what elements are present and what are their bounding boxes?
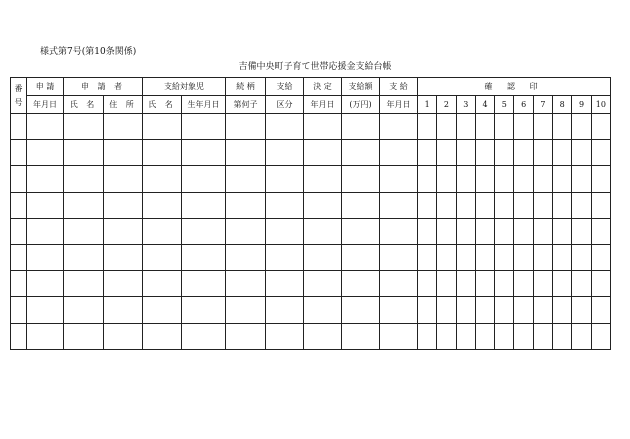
table-cell [380,140,418,166]
table-cell [437,323,456,349]
header-applicant: 申 請 者 [64,78,143,96]
table-cell [495,218,514,244]
table-cell [226,271,266,297]
header-birth-order: 第何子 [226,96,266,114]
table-cell [143,166,182,192]
table-cell [64,297,104,323]
table-cell [495,140,514,166]
table-row [11,244,611,270]
table-cell [514,114,533,140]
table-cell [533,218,552,244]
table-cell [514,271,533,297]
header-row-top [11,78,611,96]
table-cell [380,297,418,323]
table-cell [533,323,552,349]
table-cell [342,271,380,297]
table-cell [418,297,437,323]
table-cell [591,140,610,166]
table-cell [572,140,591,166]
header-applicant-name: 氏 名 [64,96,104,114]
table-cell [226,244,266,270]
table-cell [27,323,64,349]
table-cell [553,323,572,349]
table-cell [342,140,380,166]
table-cell [342,323,380,349]
table-cell [418,218,437,244]
table-cell [553,166,572,192]
table-cell [572,297,591,323]
table-cell [104,166,143,192]
table-cell [226,218,266,244]
table-row [11,192,611,218]
header-amount: 支給額 [342,78,380,96]
table-cell [591,297,610,323]
table-cell [143,218,182,244]
table-cell [418,140,437,166]
header-application: 申 請 [27,78,64,96]
table-cell [553,271,572,297]
table-cell [495,192,514,218]
table-cell [380,244,418,270]
table-cell [475,192,494,218]
table-cell [64,140,104,166]
table-cell [11,192,27,218]
table-cell [143,297,182,323]
table-cell [64,218,104,244]
table-cell [342,244,380,270]
table-cell [495,244,514,270]
table-cell [11,114,27,140]
table-cell [437,297,456,323]
table-cell [475,140,494,166]
header-decision-date: 年月日 [304,96,342,114]
table-cell [591,218,610,244]
table-cell [182,297,226,323]
table-cell [304,244,342,270]
table-cell [495,114,514,140]
table-cell [456,323,475,349]
header-application-date: 年月日 [27,96,64,114]
table-cell [64,114,104,140]
table-cell [342,218,380,244]
table-cell [27,192,64,218]
table-cell [533,114,552,140]
table-cell [11,271,27,297]
table-cell [572,323,591,349]
header-number-top: 番 [14,83,23,93]
table-cell [226,114,266,140]
table-cell [456,271,475,297]
table-cell [514,297,533,323]
table-cell [533,297,552,323]
table-cell [143,323,182,349]
table-cell [437,114,456,140]
table-row [11,218,611,244]
table-cell [456,192,475,218]
table-cell [475,271,494,297]
table-cell [418,192,437,218]
header-child: 支給対象児 [143,78,226,96]
table-cell [104,218,143,244]
header-child-birthdate: 生年月日 [182,96,226,114]
header-payment-label: 支給 [266,78,304,96]
table-cell [591,114,610,140]
table-cell [418,166,437,192]
table-cell [304,323,342,349]
header-number [11,78,27,114]
table-cell [143,114,182,140]
table-row [11,140,611,166]
ledger-table [10,77,611,350]
table-cell [143,192,182,218]
table-cell [266,297,304,323]
form-number: 様式第7号(第10条関係) [40,47,137,57]
table-cell [591,166,610,192]
table-cell [475,166,494,192]
table-cell [456,297,475,323]
table-cell [572,218,591,244]
table-cell [572,166,591,192]
table-cell [143,271,182,297]
table-cell [266,271,304,297]
table-cell [495,297,514,323]
table-cell [182,323,226,349]
table-cell [591,323,610,349]
table-cell [64,323,104,349]
ledger-title: 吉備中央町子育て世帯応援金支給台帳 [238,62,392,72]
table-cell [11,140,27,166]
table-cell [418,114,437,140]
table-cell [27,271,64,297]
table-cell [380,271,418,297]
table-cell [475,297,494,323]
table-row [11,114,611,140]
table-cell [11,166,27,192]
table-cell [572,192,591,218]
table-cell [182,166,226,192]
table-cell [533,192,552,218]
table-cell [380,218,418,244]
table-cell [64,271,104,297]
header-confirmation-col: 2 [437,96,456,114]
table-cell [27,114,64,140]
table-cell [514,244,533,270]
table-cell [342,166,380,192]
table-cell [418,323,437,349]
table-cell [553,140,572,166]
table-cell [266,166,304,192]
table-cell [182,140,226,166]
table-cell [553,218,572,244]
header-relation: 続 柄 [226,78,266,96]
table-cell [266,140,304,166]
table-cell [533,140,552,166]
header-confirmation: 確 認 印 [418,78,611,96]
table-cell [514,166,533,192]
table-cell [514,218,533,244]
header-confirmation-col: 6 [514,96,533,114]
table-cell [553,114,572,140]
header-child-name: 氏 名 [143,96,182,114]
table-cell [304,114,342,140]
table-cell [456,114,475,140]
header-confirmation-col: 10 [591,96,610,114]
table-cell [591,192,610,218]
table-cell [380,114,418,140]
table-cell [475,218,494,244]
table-cell [437,244,456,270]
table-cell [304,271,342,297]
table-cell [104,192,143,218]
table-cell [437,192,456,218]
table-cell [533,166,552,192]
header-confirmation-col: 5 [495,96,514,114]
table-cell [437,218,456,244]
table-cell [437,140,456,166]
table-cell [591,271,610,297]
table-cell [64,192,104,218]
table-cell [553,192,572,218]
table-cell [104,323,143,349]
table-cell [495,166,514,192]
table-cell [456,140,475,166]
table-cell [266,323,304,349]
table-row [11,271,611,297]
table-cell [27,140,64,166]
table-cell [380,166,418,192]
table-cell [27,166,64,192]
table-cell [342,192,380,218]
table-cell [11,244,27,270]
table-cell [553,297,572,323]
table-cell [182,114,226,140]
table-cell [64,244,104,270]
table-cell [226,192,266,218]
table-cell [304,297,342,323]
table-cell [226,297,266,323]
table-cell [104,244,143,270]
table-cell [27,244,64,270]
table-cell [104,114,143,140]
table-cell [495,323,514,349]
header-confirmation-col: 9 [572,96,591,114]
table-cell [533,271,552,297]
table-cell [11,297,27,323]
table-cell [182,218,226,244]
table-cell [266,218,304,244]
table-cell [27,218,64,244]
table-cell [27,297,64,323]
header-payment: 支 給 [380,78,418,96]
table-cell [342,114,380,140]
table-cell [266,114,304,140]
table-cell [514,192,533,218]
table-cell [342,297,380,323]
header-confirmation-col: 1 [418,96,437,114]
header-number-bottom: 号 [14,97,23,107]
table-cell [304,218,342,244]
table-cell [572,244,591,270]
table-cell [514,323,533,349]
table-cell [495,271,514,297]
table-cell [456,218,475,244]
header-confirmation-col: 4 [475,96,494,114]
table-cell [304,192,342,218]
table-row [11,166,611,192]
table-cell [266,244,304,270]
table-cell [437,271,456,297]
table-cell [456,244,475,270]
table-cell [226,323,266,349]
table-cell [143,140,182,166]
header-applicant-address: 住 所 [104,96,143,114]
table-cell [182,192,226,218]
table-cell [266,192,304,218]
table-cell [591,244,610,270]
table-cell [182,244,226,270]
table-cell [418,244,437,270]
table-cell [143,244,182,270]
table-cell [553,244,572,270]
header-confirmation-col: 7 [533,96,552,114]
table-cell [533,244,552,270]
table-cell [514,140,533,166]
table-cell [11,218,27,244]
table-cell [226,140,266,166]
table-row [11,323,611,349]
header-payment-category: 区分 [266,96,304,114]
table-cell [11,323,27,349]
header-amount-unit: (万円) [342,96,380,114]
header-payment-date: 年月日 [380,96,418,114]
table-cell [304,166,342,192]
header-decision: 決 定 [304,78,342,96]
table-cell [226,166,266,192]
header-confirmation-col: 3 [456,96,475,114]
table-cell [572,271,591,297]
table-cell [380,323,418,349]
table-cell [304,140,342,166]
table-cell [475,244,494,270]
table-row [11,297,611,323]
table-cell [456,166,475,192]
header-row-bottom [11,96,611,114]
header-confirmation-col: 8 [553,96,572,114]
table-cell [437,166,456,192]
table-cell [64,166,104,192]
table-cell [104,140,143,166]
table-cell [380,192,418,218]
table-cell [182,271,226,297]
table-cell [475,323,494,349]
table-cell [104,271,143,297]
table-cell [418,271,437,297]
table-cell [572,114,591,140]
table-cell [104,297,143,323]
table-cell [475,114,494,140]
